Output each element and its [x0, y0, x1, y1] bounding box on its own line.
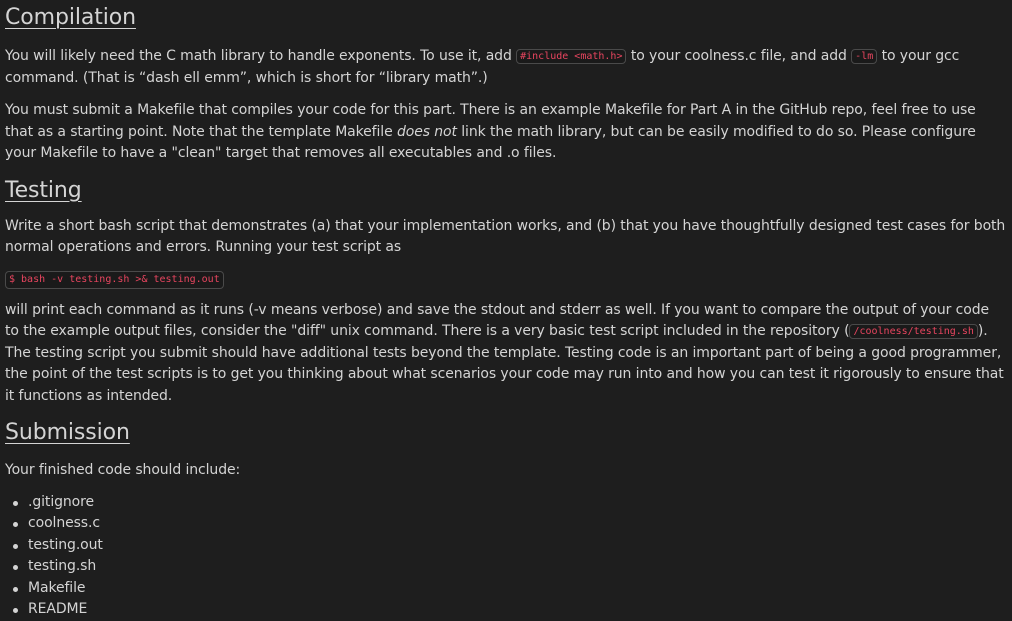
heading-testing: Testing [5, 178, 1007, 204]
document-page [0, 5, 1012, 621]
code-bash-command: $ bash -v testing.sh >& testing.out [5, 271, 224, 289]
compilation-paragraph-2 [5, 100, 1007, 165]
list-item: README [28, 599, 1007, 621]
command-line-block [5, 271, 1007, 289]
testing-p2-text-1: will print each command as it runs (-v means verbose) and save the stdout and stderr as well. If you want to compare the output of your code to the example output files, consider the "diff" unix command. There is a very basic test script included in the repository ( [5, 302, 989, 340]
testing-paragraph-2 [5, 300, 1007, 408]
list-item: testing.sh [28, 556, 1007, 578]
list-item: coolness.c [28, 513, 1007, 535]
emphasis-does-not: does not [397, 124, 457, 140]
compilation-p2-text-1: You must submit a Makefile that compiles your code for this part. There is an example Makefile for Part A in the GitHub repo, feel free to use that as a starting point. Note that the template Makefile [5, 102, 976, 140]
testing-paragraph-1: Write a short bash script that demonstrates (a) that your implementation works, and (b) that you have thoughtfully designed test cases for both normal operations and errors. Running your test script as [5, 216, 1007, 259]
testing-p2-text-2: ). The testing script you submit should have additional tests beyond the template. Testing code is an important part of being a good programmer, the point of the test scripts is to get you thinking about what scenarios your code may run into and how you can test it rigorously to ensure that it functions as intended. [5, 323, 1004, 404]
heading-compilation: Compilation [5, 5, 1007, 31]
compilation-paragraph-1 [5, 46, 1007, 89]
heading-submission: Submission [5, 420, 1007, 446]
compilation-p1-text-1: You will likely need the C math library to handle exponents. To use it, add [5, 48, 516, 64]
submission-file-list [5, 492, 1007, 621]
compilation-p1-text-3: to your gcc command. (That is “dash ell emm”, which is short for “library math”.) [5, 48, 959, 86]
submission-intro: Your finished code should include: [5, 460, 1007, 482]
code-testing-path: /coolness/testing.sh [849, 324, 977, 339]
list-item: Makefile [28, 578, 1007, 600]
compilation-p2-text-2: link the math library, but can be easily modified to do so. Please configure your Makefile to have a "clean" target that removes all executables and .o files. [5, 124, 976, 162]
list-item: .gitignore [28, 492, 1007, 514]
compilation-p1-text-2: to your coolness.c file, and add [626, 48, 851, 64]
code-lm-flag: -lm [851, 49, 877, 64]
code-include-math: #include <math.h> [516, 49, 626, 64]
list-item: testing.out [28, 535, 1007, 557]
